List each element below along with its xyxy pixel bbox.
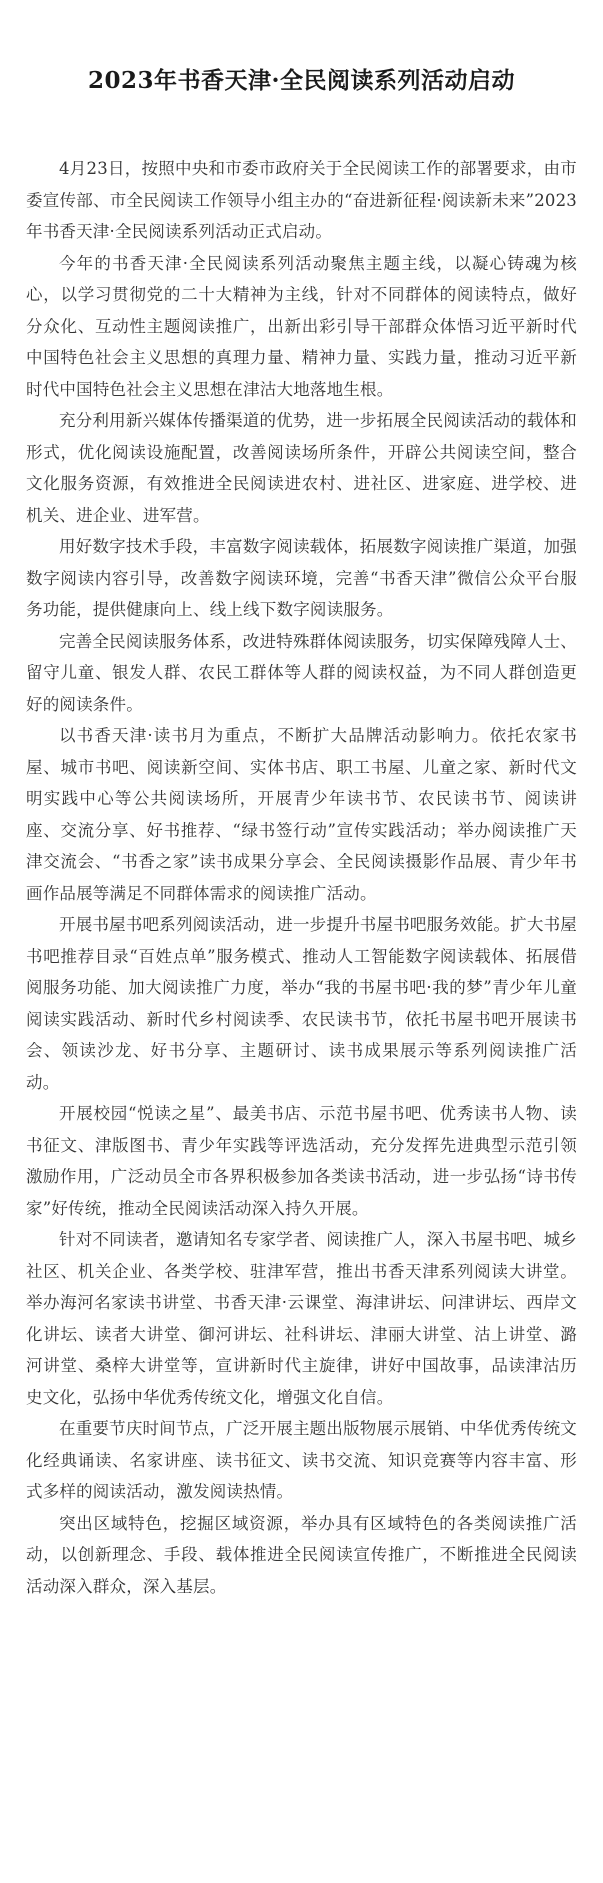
paragraph-5: 完善全民阅读服务体系，改进特殊群体阅读服务，切实保障残障人士、留守儿童、银发人群、农民工群体等人群的阅读权益，为不同人群创造更好的阅读条件。 [26, 631, 577, 714]
paragraph-1: 4月23日，按照中央和市委市政府关于全民阅读工作的部署要求，由市委宣传部、市全民阅读工作领导小组主办的“奋进新征程·阅读新未来”2023年书香天津·全民阅读系列活动正式启动。 [26, 159, 577, 241]
paragraph-2: 今年的书香天津·全民阅读系列活动聚焦主题主线，以凝心铸魂为核心，以学习贯彻党的二十大精神为主线，针对不同群体的阅读特点，做好分众化、互动性主题阅读推广，出新出彩引导干部群众体悟习近平新时代中国特色社会主义思想的真理力量、精神力量、实践力量，推动习近平新时代中国特色社会主义思想在津沽大地落地生根。 [26, 253, 577, 399]
article-title: 2023年书香天津·全民阅读系列活动启动 [87, 67, 516, 94]
paragraph-6: 以书香天津·读书月为重点，不断扩大品牌活动影响力。依托农家书屋、城市书吧、阅读新空间、实体书店、职工书屋、儿童之家、新时代文明实践中心等公共阅读场所，开展青少年读书节、农民读书节、阅读讲座、交流分享、好书推荐、“绿书签行动”宣传实践活动；举办阅读推广天津交流会、“书香之家”读书成果分享会、全民阅读摄影作品展、青少年书画作品展等满足不同群体需求的阅读推广活动。 [26, 726, 577, 903]
paragraph-11: 突出区域特色，挖掘区域资源，举办具有区域特色的各类阅读推广活动，以创新理念、手段、载体推进全民阅读宣传推广，不断推进全民阅读活动深入群众，深入基层。 [26, 1513, 577, 1596]
paragraph-8: 开展校园“悦读之星”、最美书店、示范书屋书吧、优秀读书人物、读书征文、津版图书、青少年实践等评选活动，充分发挥先进典型示范引领激励作用，广泛动员全市各界积极参加各类读书活动，进一步弘扬“诗书传家”好传统，推动全民阅读活动深入持久开展。 [26, 1104, 577, 1218]
paragraph-7: 开展书屋书吧系列阅读活动，进一步提升书屋书吧服务效能。扩大书屋书吧推荐目录“百姓点单”服务模式、推动人工智能数字阅读载体、拓展借阅服务功能、加大阅读推广力度，举办“我的书屋书吧·我的梦”青少年儿童阅读实践活动、新时代乡村阅读季、农民读书节，依托书屋书吧开展读书会、领读沙龙、好书分享、主题研讨、读书成果展示等系列阅读推广活动。 [26, 915, 577, 1092]
article-body [26, 153, 577, 1602]
paragraph-3: 充分利用新兴媒体传播渠道的优势，进一步拓展全民阅读活动的载体和形式，优化阅读设施配置，改善阅读场所条件，开辟公共阅读空间，整合文化服务资源，有效推进全民阅读进农村、进社区、进家庭、进学校、进机关、进企业、进军营。 [26, 411, 577, 525]
paragraph-4: 用好数字技术手段，丰富数字阅读载体，拓展数字阅读推广渠道，加强数字阅读内容引导，改善数字阅读环境，完善“书香天津”微信公众平台服务功能，提供健康向上、线上线下数字阅读服务。 [26, 537, 577, 619]
paragraph-10: 在重要节庆时间节点，广泛开展主题出版物展示展销、中华优秀传统文化经典诵读、名家讲座、读书征文、读书交流、知识竞赛等内容丰富、形式多样的阅读活动，激发阅读热情。 [26, 1419, 577, 1501]
paragraph-9: 针对不同读者，邀请知名专家学者、阅读推广人，深入书屋书吧、城乡社区、机关企业、各类学校、驻津军营，推出书香天津系列阅读大讲堂。举办海河名家读书讲堂、书香天津·云课堂、海津讲坛、问津讲坛、西岸文化讲坛、读者大讲堂、御河讲坛、社科讲坛、津丽大讲堂、沽上讲堂、潞河讲堂、桑梓大讲堂等，宣讲新时代主旋律，讲好中国故事，品读津沽历史文化，弘扬中华优秀传统文化，增强文化自信。 [26, 1230, 577, 1407]
